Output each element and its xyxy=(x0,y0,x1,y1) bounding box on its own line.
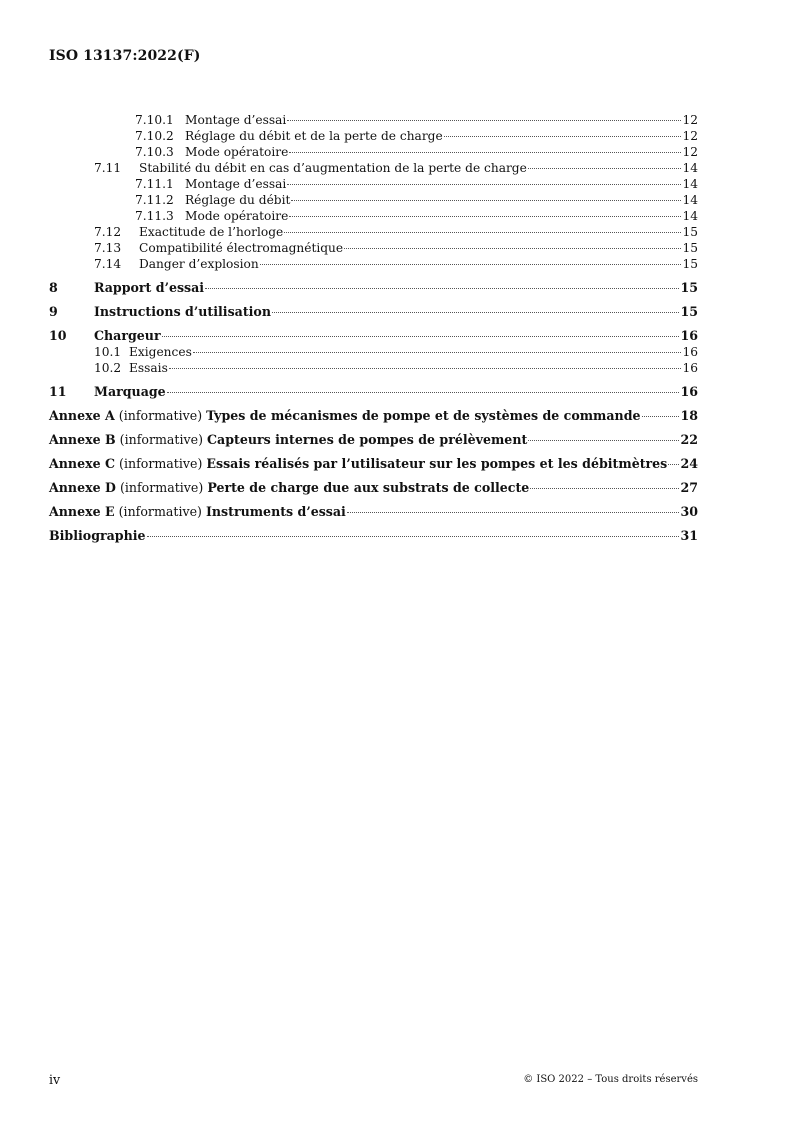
toc-page: 12 xyxy=(682,145,698,159)
toc-number: 7.11.1 xyxy=(135,177,174,191)
toc-title: Compatibilité électromagnétique xyxy=(139,241,344,255)
dot-leader xyxy=(444,135,682,137)
toc-page: 14 xyxy=(682,161,698,175)
toc-entry-annex-a[interactable] xyxy=(49,408,698,424)
annex-title: Perte de charge due aux substrats de collecte xyxy=(207,480,530,495)
toc-entry-annex-c[interactable] xyxy=(49,456,698,472)
toc-number: 7.11.2 xyxy=(135,193,174,207)
toc-title: Danger d’explosion xyxy=(139,257,259,271)
annex-label: Annexe C xyxy=(49,456,116,471)
toc-title: Mode opératoire xyxy=(185,145,289,159)
toc-entry-10-2[interactable] xyxy=(49,360,698,376)
toc-number: 8 xyxy=(49,280,58,295)
toc-entry-7-11-2[interactable] xyxy=(49,192,698,208)
toc-number: 7.10.2 xyxy=(135,129,174,143)
toc-page: 15 xyxy=(682,257,698,271)
toc-title xyxy=(49,432,527,448)
toc-entry-bibliography[interactable] xyxy=(49,528,698,544)
toc-entry-7-11-1[interactable] xyxy=(49,176,698,192)
toc-title xyxy=(49,480,529,496)
toc-page: 15 xyxy=(682,241,698,255)
annex-type: (informative) xyxy=(118,504,202,519)
toc-number: 7.10.3 xyxy=(135,145,174,159)
toc-title: Stabilité du débit en cas d’augmentation de la perte de charge xyxy=(139,161,527,175)
toc-entry-10[interactable] xyxy=(49,328,698,344)
toc-title: Mode opératoire xyxy=(185,209,289,223)
dot-leader xyxy=(528,167,682,169)
toc-entry-7-12[interactable] xyxy=(49,224,698,240)
dot-leader xyxy=(205,287,679,289)
toc-title: Marquage xyxy=(94,384,166,399)
toc-entry-7-10-3[interactable] xyxy=(49,144,698,160)
toc-title: Essais xyxy=(129,361,168,375)
toc-entry-7-10-1[interactable] xyxy=(49,112,698,128)
annex-label: Annexe D xyxy=(49,480,116,495)
toc-title: Réglage du débit xyxy=(185,193,291,207)
toc-page: 12 xyxy=(682,113,698,127)
annex-label: Annexe A xyxy=(49,408,115,423)
dot-leader xyxy=(289,215,681,217)
annex-type: (informative) xyxy=(119,456,203,471)
dot-leader xyxy=(260,263,682,265)
annex-type: (informative) xyxy=(119,432,204,447)
toc-title: Exigences xyxy=(129,345,192,359)
dot-leader xyxy=(291,199,681,201)
toc-title: Rapport d’essai xyxy=(94,280,205,295)
toc-entry-7-11-3[interactable] xyxy=(49,208,698,224)
toc-number: 10 xyxy=(49,328,67,343)
toc-page: 30 xyxy=(680,504,698,519)
dot-leader xyxy=(530,487,679,489)
toc-entry-10-1[interactable] xyxy=(49,344,698,360)
annex-type: (informative) xyxy=(119,480,204,495)
annex-label: Annexe B xyxy=(49,432,116,447)
toc-page: 31 xyxy=(680,528,698,543)
page-number: iv xyxy=(49,1072,61,1087)
toc-title: Instructions d’utilisation xyxy=(94,304,271,319)
toc-page: 27 xyxy=(680,480,698,495)
toc-title: Montage d’essai xyxy=(185,113,287,127)
toc-entry-7-13[interactable] xyxy=(49,240,698,256)
toc-title: Réglage du débit et de la perte de charge xyxy=(185,129,443,143)
toc-number: 10.1 xyxy=(94,345,122,359)
toc-number: 11 xyxy=(49,384,67,399)
toc-page: 15 xyxy=(680,280,698,295)
toc-number: 7.11 xyxy=(94,161,122,175)
toc-entry-8[interactable] xyxy=(49,280,698,296)
toc-title xyxy=(49,504,346,520)
toc-number: 7.12 xyxy=(94,225,122,239)
dot-leader xyxy=(528,439,679,441)
toc-page: 16 xyxy=(682,361,698,375)
toc-entry-annex-e[interactable] xyxy=(49,504,698,520)
toc-page: 14 xyxy=(682,177,698,191)
dot-leader xyxy=(347,511,680,513)
toc-page: 14 xyxy=(682,209,698,223)
dot-leader xyxy=(344,247,681,249)
annex-title: Capteurs internes de pompes de prélèvement xyxy=(207,432,528,447)
dot-leader xyxy=(287,119,681,121)
toc-entry-7-10-2[interactable] xyxy=(49,128,698,144)
toc-entry-annex-b[interactable] xyxy=(49,432,698,448)
toc-number: 7.11.3 xyxy=(135,209,174,223)
dot-leader xyxy=(169,367,682,369)
toc-page: 16 xyxy=(680,328,698,343)
dot-leader xyxy=(193,351,682,353)
toc-entry-7-11[interactable] xyxy=(49,160,698,176)
dot-leader xyxy=(289,151,681,153)
table-of-contents xyxy=(49,112,698,544)
toc-page: 24 xyxy=(680,456,698,471)
toc-number: 7.14 xyxy=(94,257,122,271)
dot-leader xyxy=(147,535,680,537)
toc-entry-11[interactable] xyxy=(49,384,698,400)
dot-leader xyxy=(287,183,681,185)
dot-leader xyxy=(284,231,681,233)
annex-type: (informative) xyxy=(118,408,203,423)
toc-title: Chargeur xyxy=(94,328,161,343)
dot-leader xyxy=(642,415,680,417)
toc-title xyxy=(49,528,146,544)
toc-page: 12 xyxy=(682,129,698,143)
dot-leader xyxy=(162,335,680,337)
toc-page: 14 xyxy=(682,193,698,207)
toc-page: 16 xyxy=(680,384,698,399)
toc-title xyxy=(49,456,667,472)
annex-title: Essais réalisés par l’utilisateur sur les pompes et les débitmètres xyxy=(206,456,668,471)
toc-page: 15 xyxy=(680,304,698,319)
toc-number: 7.10.1 xyxy=(135,113,174,127)
dot-leader xyxy=(272,311,679,313)
annex-label: Annexe E xyxy=(49,504,115,519)
bibliography-label: Bibliographie xyxy=(49,528,146,543)
toc-entry-9[interactable] xyxy=(49,304,698,320)
toc-title: Montage d’essai xyxy=(185,177,287,191)
toc-page: 22 xyxy=(680,432,698,447)
dot-leader xyxy=(167,391,680,393)
copyright-notice: © ISO 2022 – Tous droits réservés xyxy=(523,1074,698,1085)
annex-title: Types de mécanismes de pompe et de systèmes de commande xyxy=(206,408,641,423)
toc-title xyxy=(49,408,641,424)
document-id: ISO 13137:2022(F) xyxy=(49,48,201,64)
toc-page: 16 xyxy=(682,345,698,359)
annex-title: Instruments d’essai xyxy=(205,504,346,519)
toc-page: 15 xyxy=(682,225,698,239)
toc-number: 9 xyxy=(49,304,58,319)
toc-entry-7-14[interactable] xyxy=(49,256,698,272)
toc-number: 7.13 xyxy=(94,241,122,255)
toc-title: Exactitude de l’horloge xyxy=(139,225,284,239)
toc-entry-annex-d[interactable] xyxy=(49,480,698,496)
toc-page: 18 xyxy=(680,408,698,423)
toc-number: 10.2 xyxy=(94,361,122,375)
dot-leader xyxy=(668,463,679,465)
